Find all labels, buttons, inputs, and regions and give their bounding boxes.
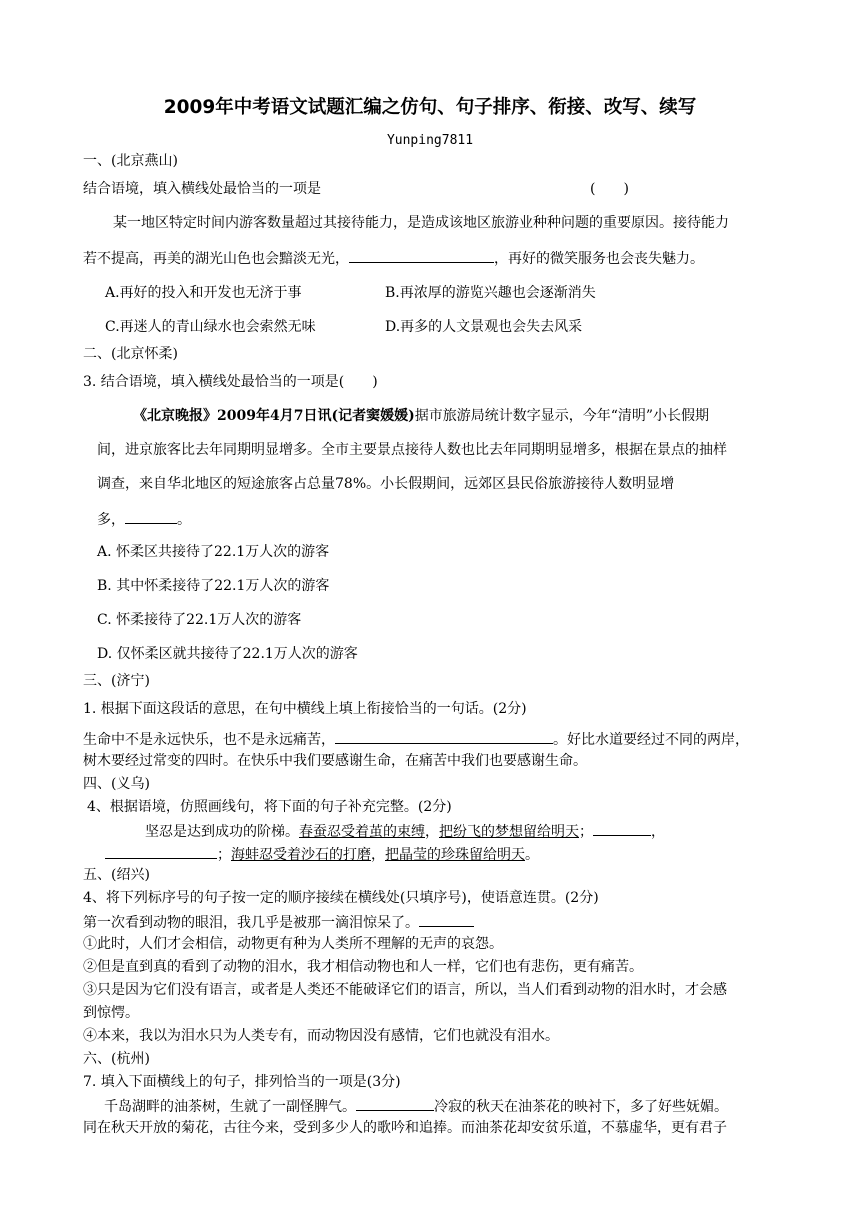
section-3-paragraph-line-2: 树木要经过常变的四时。在快乐中我们要感谢生命，在痛苦中我们也要感谢生命。 — [83, 753, 587, 769]
news-lead-rest: 据市旅游局统计数字显示，今年“清明”小长假期 — [414, 408, 710, 424]
section-2-text-before-blank: 多， — [97, 512, 125, 528]
section-6-paragraph-line-2: 同在秋天开放的菊花，古往今来，受到多少人的歌吟和追捧。而油茶花却安贫乐道，不慕虚华，更有君子 — [83, 1120, 727, 1136]
section-2-option-b: B. 其中怀柔接待了22.1万人次的游客 — [97, 578, 330, 594]
section-3-text-before-blank: 生命中不是永远快乐，也不是永远痛苦， — [83, 732, 335, 748]
section-6-paragraph-line-1 — [104, 1096, 728, 1116]
sentence-item-4: ④本来，我以为泪水只为人类专有，而动物因没有感情，它们也就没有泪水。 — [83, 1028, 559, 1044]
section-1-text-before-blank: 若不提高，再美的湖光山色也会黯淡无光， — [83, 251, 349, 267]
section-5-lead-line — [83, 912, 474, 932]
section-1-text-after-blank: ，再好的微笑服务也会丧失魅力。 — [494, 251, 704, 267]
underlined-model-sentence-1: 春蚕忍受着茧的束缚 — [299, 824, 425, 840]
section-4-paragraph-line-1 — [145, 821, 665, 841]
fill-blank[interactable] — [356, 1096, 434, 1111]
section-6-header: 六、(杭州) — [83, 1051, 150, 1067]
section-2-text-after-blank: 。 — [177, 512, 191, 528]
section-1-answer-paren: ( ) — [590, 181, 629, 197]
section-1-option-d: D.再多的人文景观也会失去风采 — [385, 319, 583, 335]
section-2-paragraph-line-1 — [133, 407, 709, 425]
section-3-header: 三、(济宁) — [83, 673, 150, 689]
punctuation: ； — [579, 824, 593, 840]
underlined-model-sentence-3: 海蚌忍受着沙石的打磨 — [231, 847, 371, 863]
punctuation: ， — [371, 847, 385, 863]
underlined-model-sentence-2: 把纷飞的梦想留给明天 — [439, 824, 579, 840]
sentence-item-2: ②但是直到真的看到了动物的泪水，我才相信动物也和人一样，它们也有悲伤，更有痛苦。 — [83, 959, 643, 975]
section-6-text-after-blank: 冷寂的秋天在油茶花的映衬下，多了好些妩媚。 — [434, 1099, 728, 1115]
punctuation: ， — [425, 824, 439, 840]
section-1-option-c: C.再迷人的青山绿水也会索然无味 — [105, 319, 316, 335]
fill-blank[interactable] — [125, 509, 177, 524]
section-4-paragraph-line-2 — [105, 844, 539, 864]
section-1-option-a: A.再好的投入和开发也无济于事 — [105, 285, 302, 301]
section-2-option-a: A. 怀柔区共接待了22.1万人次的游客 — [97, 544, 330, 560]
section-5-lead-text: 第一次看到动物的眼泪，我几乎是被那一滴泪惊呆了。 — [83, 915, 419, 931]
section-3-text-after-blank: 。好比水道要经过不同的两岸， — [553, 732, 749, 748]
section-6-text-before-blank: 千岛湖畔的油茶树，生就了一副怪脾气。 — [104, 1099, 356, 1115]
section-5-header: 五、(绍兴) — [83, 867, 150, 883]
fill-blank[interactable] — [593, 821, 651, 836]
section-4-question: 4、根据语境，仿照画线句，将下面的句子补充完整。(2分) — [87, 799, 452, 815]
document-author: Yunping7811 — [386, 133, 474, 148]
section-2-paragraph-line-4 — [97, 509, 191, 529]
section-5-question: 4、将下列标序号的句子按一定的顺序接续在横线处(只填序号)，使语意连贯。(2分) — [83, 890, 599, 906]
section-1-header: 一、(北京燕山) — [83, 153, 178, 169]
section-2-header: 二、(北京怀柔) — [83, 346, 178, 362]
sentence-item-3-line-2: 到惊愕。 — [83, 1005, 139, 1021]
sentence-item-3-line-1: ③只是因为它们没有语言，或者是人类还不能破译它们的语言，所以，当人们看到动物的泪水时，才会感 — [83, 982, 727, 998]
section-1-paragraph-line-1: 某一地区特定时间内游客数量超过其接待能力，是造成该地区旅游业种种问题的重要原因。接待能力 — [113, 215, 729, 231]
document-title: 2009年中考语文试题汇编之仿句、句子排序、衔接、改写、续写 — [163, 97, 697, 118]
section-2-paragraph-line-2: 间，进京旅客比去年同期明显增多。全市主要景点接待人数也比去年同期明显增多，根据在景点的抽样 — [97, 442, 727, 458]
section-4-header: 四、(义乌) — [83, 776, 150, 792]
section-2-paragraph-line-3: 调查，来自华北地区的短途旅客占总量78%。小长假期间，远郊区县民俗旅游接待人数明显增 — [97, 476, 675, 492]
fill-blank[interactable] — [335, 729, 553, 744]
underlined-model-sentence-4: 把晶莹的珍珠留给明天 — [385, 847, 525, 863]
section-2-option-d: D. 仅怀柔区就共接待了22.1万人次的游客 — [97, 646, 358, 662]
section-6-question: 7. 填入下面横线上的句子，排列恰当的一项是(3分) — [83, 1074, 401, 1090]
section-1-question: 结合语境，填入横线处最恰当的一项是 — [83, 181, 321, 197]
section-4-intro-text: 坚忍是达到成功的阶梯。 — [145, 824, 299, 840]
news-source-lead: 《北京晚报》2009年4月7日讯(记者窦媛媛) — [133, 408, 415, 424]
sentence-item-1: ①此时，人们才会相信，动物更有种为人类所不理解的无声的哀怨。 — [83, 936, 503, 952]
punctuation: 。 — [525, 847, 539, 863]
section-1-paragraph-line-2 — [83, 248, 704, 268]
punctuation: ； — [217, 847, 231, 863]
punctuation: ， — [651, 824, 665, 840]
section-3-question: 1. 根据下面这段话的意思，在句中横线上填上衔接恰当的一句话。(2分) — [83, 701, 527, 717]
section-2-option-c: C. 怀柔接待了22.1万人次的游客 — [97, 612, 302, 628]
section-1-option-b: B.再浓厚的游览兴趣也会逐渐消失 — [385, 285, 596, 301]
section-2-question: 3. 结合语境，填入横线处最恰当的一项是( ) — [83, 374, 378, 390]
fill-blank[interactable] — [349, 248, 494, 263]
section-3-paragraph-line-1 — [83, 729, 749, 749]
fill-blank[interactable] — [419, 912, 474, 927]
fill-blank[interactable] — [105, 844, 217, 859]
